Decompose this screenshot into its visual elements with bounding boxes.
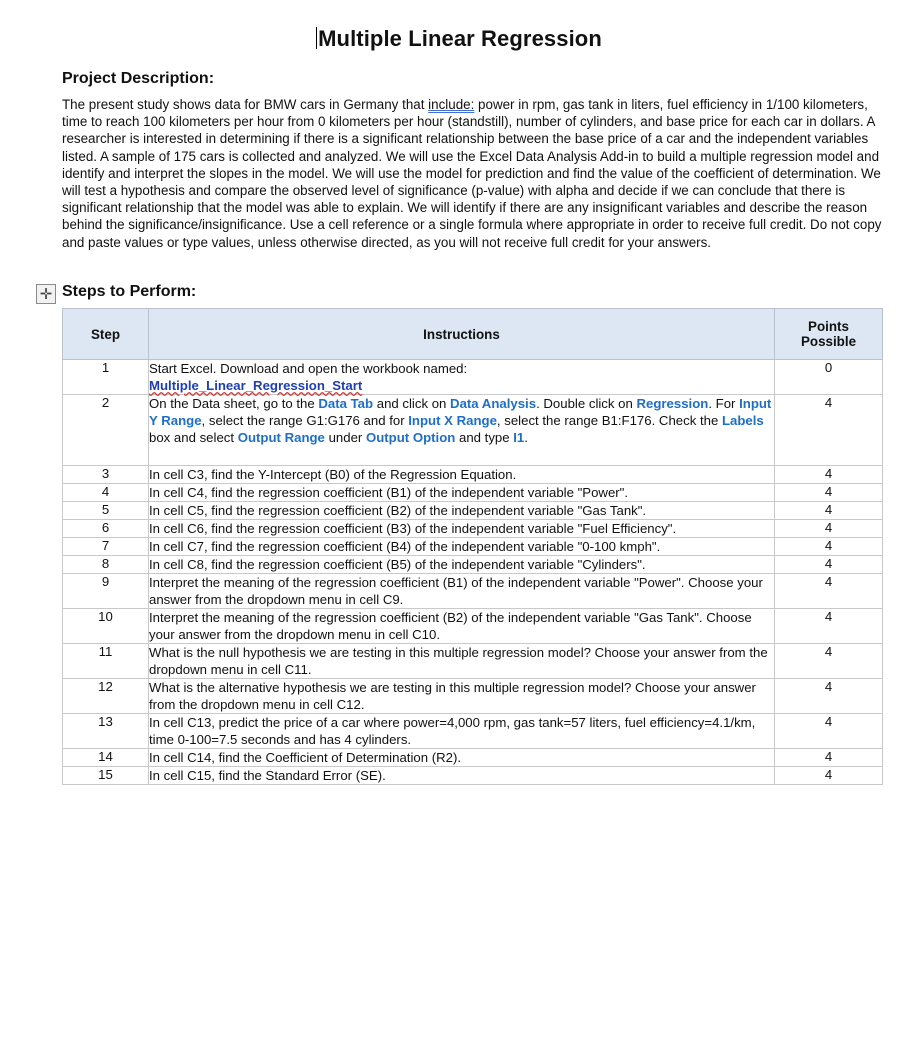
table-row bbox=[63, 466, 883, 484]
table-row bbox=[63, 714, 883, 749]
points-value: 4 bbox=[775, 749, 883, 767]
step-number: 2 bbox=[63, 395, 149, 466]
table-row bbox=[63, 520, 883, 538]
table-row bbox=[63, 556, 883, 574]
instruction-text: Interpret the meaning of the regression coefficient (B1) of the independent variable "Power". Choose your answer from the dropdown menu in cell C9. bbox=[149, 574, 775, 609]
instruction-text: What is the null hypothesis we are testing in this multiple regression model? Choose your answer from the dropdown menu in cell C11. bbox=[149, 644, 775, 679]
points-value: 4 bbox=[775, 502, 883, 520]
steps-table bbox=[62, 308, 883, 785]
points-value: 4 bbox=[775, 556, 883, 574]
table-move-handle-icon[interactable]: ✛ bbox=[36, 284, 56, 304]
project-description-text: The present study shows data for BMW cars in Germany that include: power in rpm, gas tank in liters, fuel efficiency in 1/100 kilometers, time to reach 100 kilometers per hour from 0 kilometers per hour (standstill), number of cylinders, and base price for each car in dollars. A researcher is interested in determining if there is a significant relationship between the base price of a car and the independent variables listed. A sample of 175 cars is collected and analyzed. We will use the Excel Data Analysis Add-in to build a multiple regression model and identify and interpret the slopes in the model. We will use the model for prediction and find the value of the coefficient of determination. We will test a hypothesis and compare the observed level of significance (p-value) with alpha and decide if we can conclude that there is significant relationship that the model was able to explain. We will identify if there are any insignificant variables and describe the reason behind the significance/insignificance. Use a cell reference or a single formula where appropriate in order to receive full credit. Do not copy and paste values or type values, unless otherwise directed, as you will not receive full credit for your answers. bbox=[62, 97, 882, 250]
step-number: 10 bbox=[63, 609, 149, 644]
step-number: 15 bbox=[63, 767, 149, 785]
table-header-row bbox=[63, 309, 883, 360]
instruction-text: In cell C4, find the regression coefficient (B1) of the independent variable "Power". bbox=[149, 484, 775, 502]
step-number: 14 bbox=[63, 749, 149, 767]
steps-heading: Steps to Perform: bbox=[62, 283, 197, 300]
table-row bbox=[63, 538, 883, 556]
step-number: 5 bbox=[63, 502, 149, 520]
table-row bbox=[63, 609, 883, 644]
points-value: 4 bbox=[775, 484, 883, 502]
workbook-link[interactable]: Multiple_Linear_Regression_Start bbox=[149, 378, 363, 393]
step-number: 13 bbox=[63, 714, 149, 749]
instruction-text: In cell C7, find the regression coefficient (B4) of the independent variable "0-100 kmph". bbox=[149, 538, 775, 556]
table-row bbox=[63, 574, 883, 609]
step-number: 3 bbox=[63, 466, 149, 484]
table-row bbox=[63, 395, 883, 466]
step-number: 4 bbox=[63, 484, 149, 502]
step-number: 8 bbox=[63, 556, 149, 574]
table-row bbox=[63, 502, 883, 520]
step-number: 1 bbox=[63, 360, 149, 395]
instruction-text: In cell C13, predict the price of a car where power=4,000 rpm, gas tank=57 liters, fuel efficiency=4.1/km, time 0-100=7.5 seconds and has 4 cylinders. bbox=[149, 714, 775, 749]
header-instructions: Instructions bbox=[149, 309, 775, 360]
points-value: 4 bbox=[775, 714, 883, 749]
step-number: 11 bbox=[63, 644, 149, 679]
step-number: 6 bbox=[63, 520, 149, 538]
instruction-text: In cell C3, find the Y-Intercept (B0) of the Regression Equation. bbox=[149, 466, 775, 484]
instruction-text: In cell C15, find the Standard Error (SE). bbox=[149, 767, 775, 785]
step-number: 7 bbox=[63, 538, 149, 556]
points-value: 4 bbox=[775, 538, 883, 556]
document-title: Multiple Linear Regression bbox=[318, 26, 602, 51]
table-row bbox=[63, 644, 883, 679]
step-number: 9 bbox=[63, 574, 149, 609]
table-row bbox=[63, 767, 883, 785]
instruction-text: In cell C5, find the regression coefficient (B2) of the independent variable "Gas Tank". bbox=[149, 502, 775, 520]
instruction-text: Interpret the meaning of the regression coefficient (B2) of the independent variable "Gas Tank". Choose your answer from the dropdown menu in cell C10. bbox=[149, 609, 775, 644]
points-value: 0 bbox=[775, 360, 883, 395]
header-step: Step bbox=[63, 309, 149, 360]
table-row bbox=[63, 749, 883, 767]
step-number: 12 bbox=[63, 679, 149, 714]
points-value: 4 bbox=[775, 679, 883, 714]
instruction-text: Start Excel. Download and open the workbook named: Multiple_Linear_Regression_Start bbox=[149, 360, 775, 395]
table-row bbox=[63, 679, 883, 714]
table-row bbox=[63, 484, 883, 502]
points-value: 4 bbox=[775, 767, 883, 785]
table-row bbox=[63, 360, 883, 395]
points-value: 4 bbox=[775, 520, 883, 538]
points-value: 4 bbox=[775, 395, 883, 466]
text-cursor bbox=[316, 27, 317, 49]
instruction-text: On the Data sheet, go to the Data Tab and click on Data Analysis. Double click on Regression. For Input Y Range, select the range G1:G176 and for Input X Range, select the range B1:F176. Check the Labels box and select Output Range under Output Option and type I1. bbox=[149, 395, 775, 466]
points-value: 4 bbox=[775, 574, 883, 609]
points-value: 4 bbox=[775, 466, 883, 484]
points-value: 4 bbox=[775, 644, 883, 679]
points-value: 4 bbox=[775, 609, 883, 644]
project-description-heading: Project Description: bbox=[62, 70, 215, 87]
instruction-text: In cell C14, find the Coefficient of Determination (R2). bbox=[149, 749, 775, 767]
spelling-flagged-word: include: bbox=[428, 97, 475, 112]
instruction-text: In cell C8, find the regression coefficient (B5) of the independent variable "Cylinders". bbox=[149, 556, 775, 574]
header-points: Points Possible bbox=[775, 309, 883, 360]
instruction-text: In cell C6, find the regression coefficient (B3) of the independent variable "Fuel Efficiency". bbox=[149, 520, 775, 538]
instruction-text: What is the alternative hypothesis we are testing in this multiple regression model? Choose your answer from the dropdown menu in cell C12. bbox=[149, 679, 775, 714]
